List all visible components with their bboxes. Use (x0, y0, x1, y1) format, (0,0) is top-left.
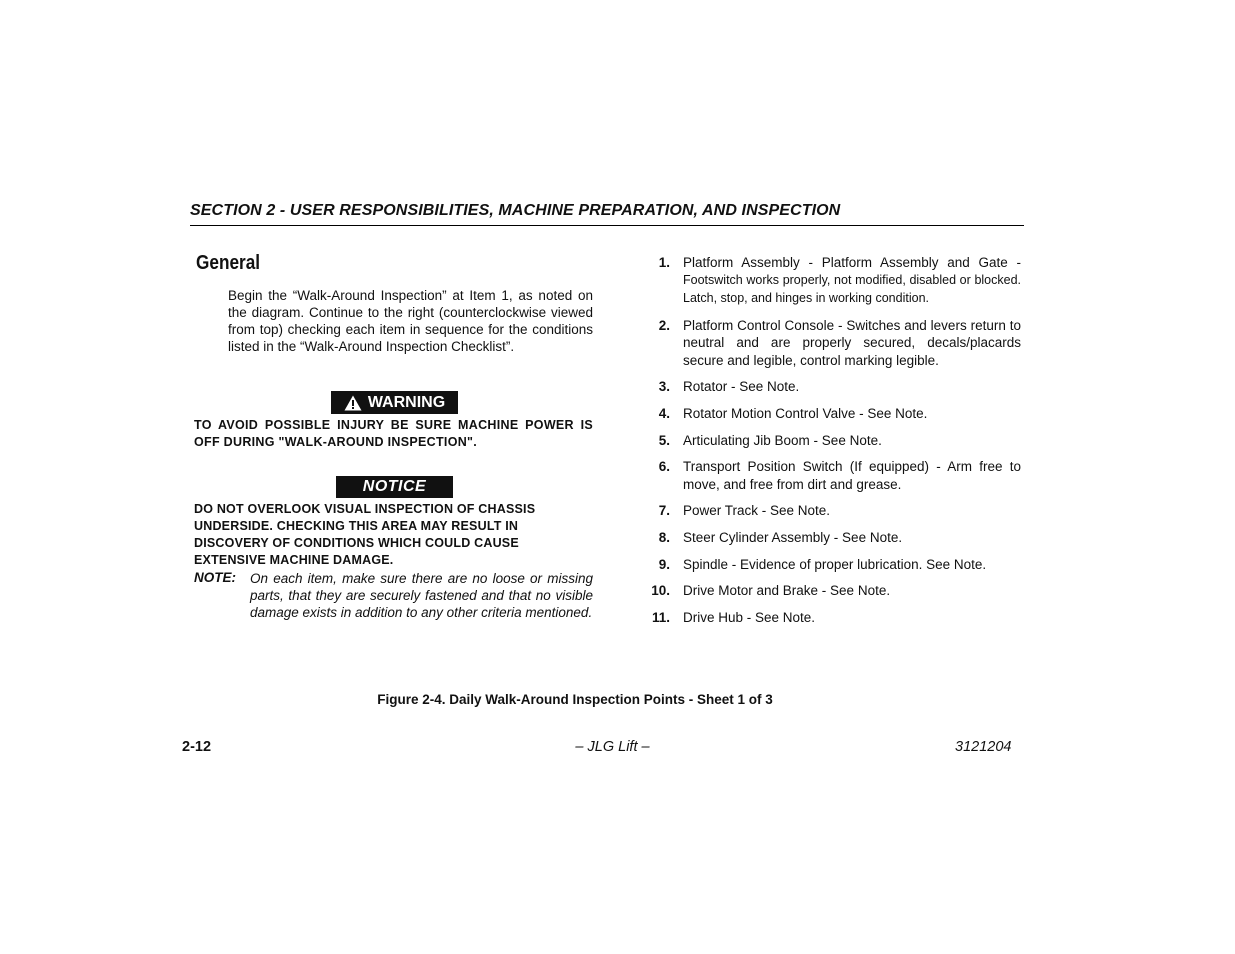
item-text: Platform Control Console - Switches and levers return to neutral and are properly secured, decals/placards secure and legible, control marking legible. (683, 318, 1021, 368)
item-number: 6. (658, 459, 670, 475)
item-number: 7. (658, 503, 670, 519)
item-number: 1. (658, 255, 670, 270)
warning-text: TO AVOID POSSIBLE INJURY BE SURE MACHINE POWER IS OFF DURING "WALK-AROUND INSPECTION". (194, 418, 593, 449)
list-item (646, 432, 1021, 449)
item-text: Steer Cylinder Assembly - See Note. (683, 529, 903, 545)
item-number: 4. (658, 405, 670, 421)
item-number: 3. (658, 379, 670, 395)
list-item (646, 609, 1021, 626)
item-text: Transport Position Switch (If equipped) - Arm free to move, and free from dirt and grease. (683, 459, 1021, 492)
list-item (646, 254, 1021, 308)
footer-brand: – JLG Lift – (575, 739, 650, 755)
section-header: SECTION 2 - USER RESPONSIBILITIES, MACHINE PREPARATION, AND INSPECTION (190, 202, 1024, 226)
list-item (646, 405, 1021, 422)
note-text: On each item, make sure there are no loose or missing parts, that they are securely fastened and that no visible damage exists in addition to any other criteria mentioned. (250, 571, 593, 620)
warning-label: WARNING (367, 393, 446, 411)
item-number: 11. (651, 610, 670, 626)
list-item (646, 378, 1021, 395)
item-number: 5. (658, 432, 670, 448)
list-item (646, 556, 1021, 573)
item-number: 10. (651, 583, 670, 599)
intro-paragraph: Begin the “Walk-Around Inspection” at Item 1, as noted on the diagram. Continue to the right (counterclockwise viewed from top) checking each item in sequence for the conditions listed in the “Walk-Around Inspection Checklist”. (228, 288, 593, 354)
item-number: 9. (658, 556, 670, 572)
list-item (646, 458, 1021, 492)
item-text: Spindle - Evidence of proper lubrication. See Note. (683, 556, 987, 572)
list-item (646, 502, 1021, 519)
warning-banner (331, 391, 458, 414)
figure-caption: Figure 2-4. Daily Walk-Around Inspection Points - Sheet 1 of 3 (377, 692, 773, 707)
item-text-detail: Footswitch works properly, not modified, disabled or blocked. Latch, stop, and hinges in working condition. (683, 273, 1021, 306)
notice-label: NOTICE (362, 478, 427, 495)
document-number: 3121204 (955, 739, 1012, 755)
page-number: 2-12 (182, 739, 212, 755)
list-item (646, 582, 1021, 599)
inspection-checklist (646, 254, 1021, 636)
item-number: 8. (658, 529, 670, 545)
general-heading: General (196, 252, 261, 274)
notice-text: DO NOT OVERLOOK VISUAL INSPECTION OF CHASSIS UNDERSIDE. CHECKING THIS AREA MAY RESULT IN DISCOVERY OF CONDITIONS WHICH COULD CAUSE EXTENSIVE MACHINE DAMAGE. (194, 502, 536, 567)
list-item (646, 317, 1021, 369)
warning-triangle-icon (344, 395, 362, 411)
item-text: Rotator - See Note. (683, 379, 800, 395)
item-text: Rotator Motion Control Valve - See Note. (683, 405, 928, 421)
item-text: Drive Hub - See Note. (683, 610, 816, 626)
item-text: Platform Assembly - Platform Assembly and Gate - (683, 255, 1021, 270)
item-number: 2. (658, 318, 670, 334)
item-text: Power Track - See Note. (683, 503, 831, 519)
item-text: Drive Motor and Brake - See Note. (683, 583, 891, 599)
list-item (646, 529, 1021, 546)
note-label: NOTE: (194, 570, 236, 585)
item-text: Articulating Jib Boom - See Note. (683, 432, 882, 448)
notice-banner (336, 476, 453, 498)
